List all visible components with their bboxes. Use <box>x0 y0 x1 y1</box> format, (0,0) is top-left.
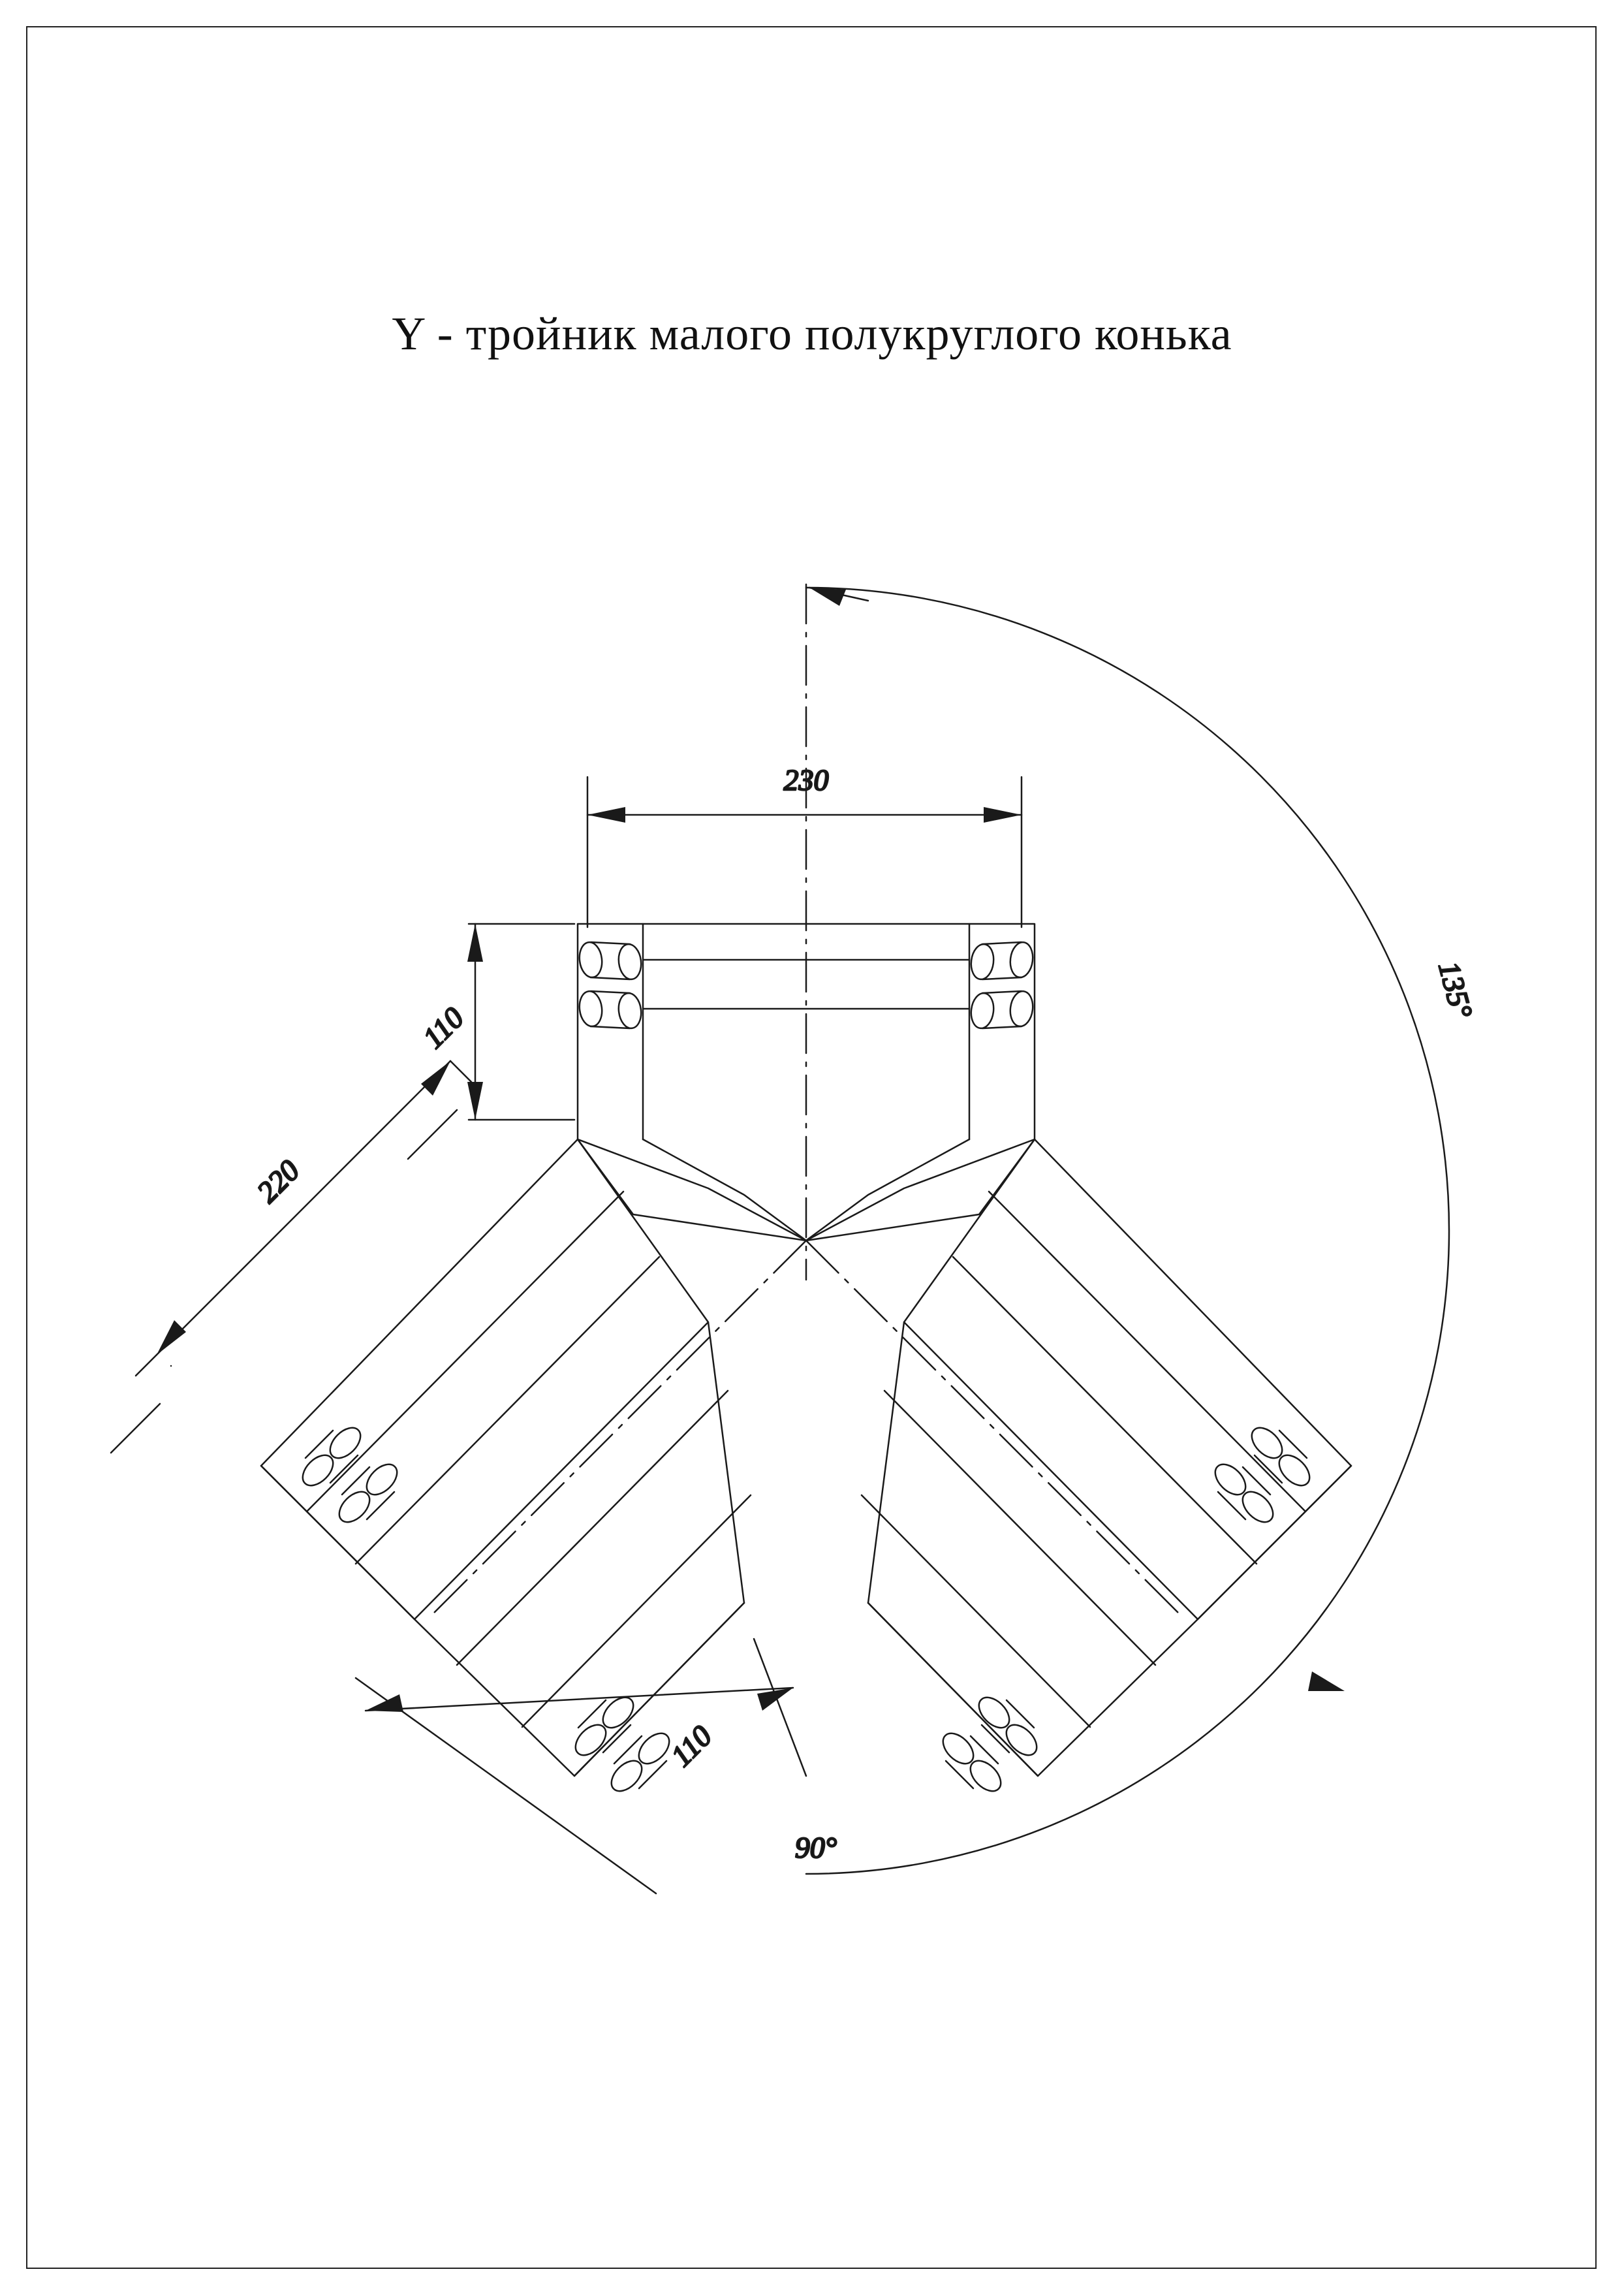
dimension-220-extensions <box>136 1061 471 1376</box>
dimension-230 <box>587 777 1022 927</box>
dimension-220-label: 220 <box>250 1153 306 1209</box>
dimension-110-top-label: 110 <box>416 1000 471 1055</box>
dimension-110-lower-label: 110 <box>664 1718 719 1773</box>
dimension-220 <box>111 1061 457 1453</box>
crimp-top-right <box>969 941 1035 1030</box>
crimp-left-lower <box>570 1692 675 1797</box>
crimp-left-upper <box>297 1422 403 1528</box>
crimp-right-upper <box>1210 1422 1315 1528</box>
dimension-110-top <box>467 924 574 1120</box>
dimension-110-lower <box>356 1639 806 1893</box>
dimension-230-label: 230 <box>783 763 829 797</box>
crimp-top-left <box>578 941 643 1030</box>
angle-90-label: 90° <box>794 1831 837 1864</box>
outer-reference-arc <box>806 588 1449 1874</box>
arc-bottom-arrow <box>1308 1671 1345 1691</box>
angle-135-label: 135° <box>1432 958 1479 1022</box>
page-title: Y - тройник малого полукруглого конька <box>392 308 1232 360</box>
crimp-right-lower <box>937 1692 1042 1797</box>
